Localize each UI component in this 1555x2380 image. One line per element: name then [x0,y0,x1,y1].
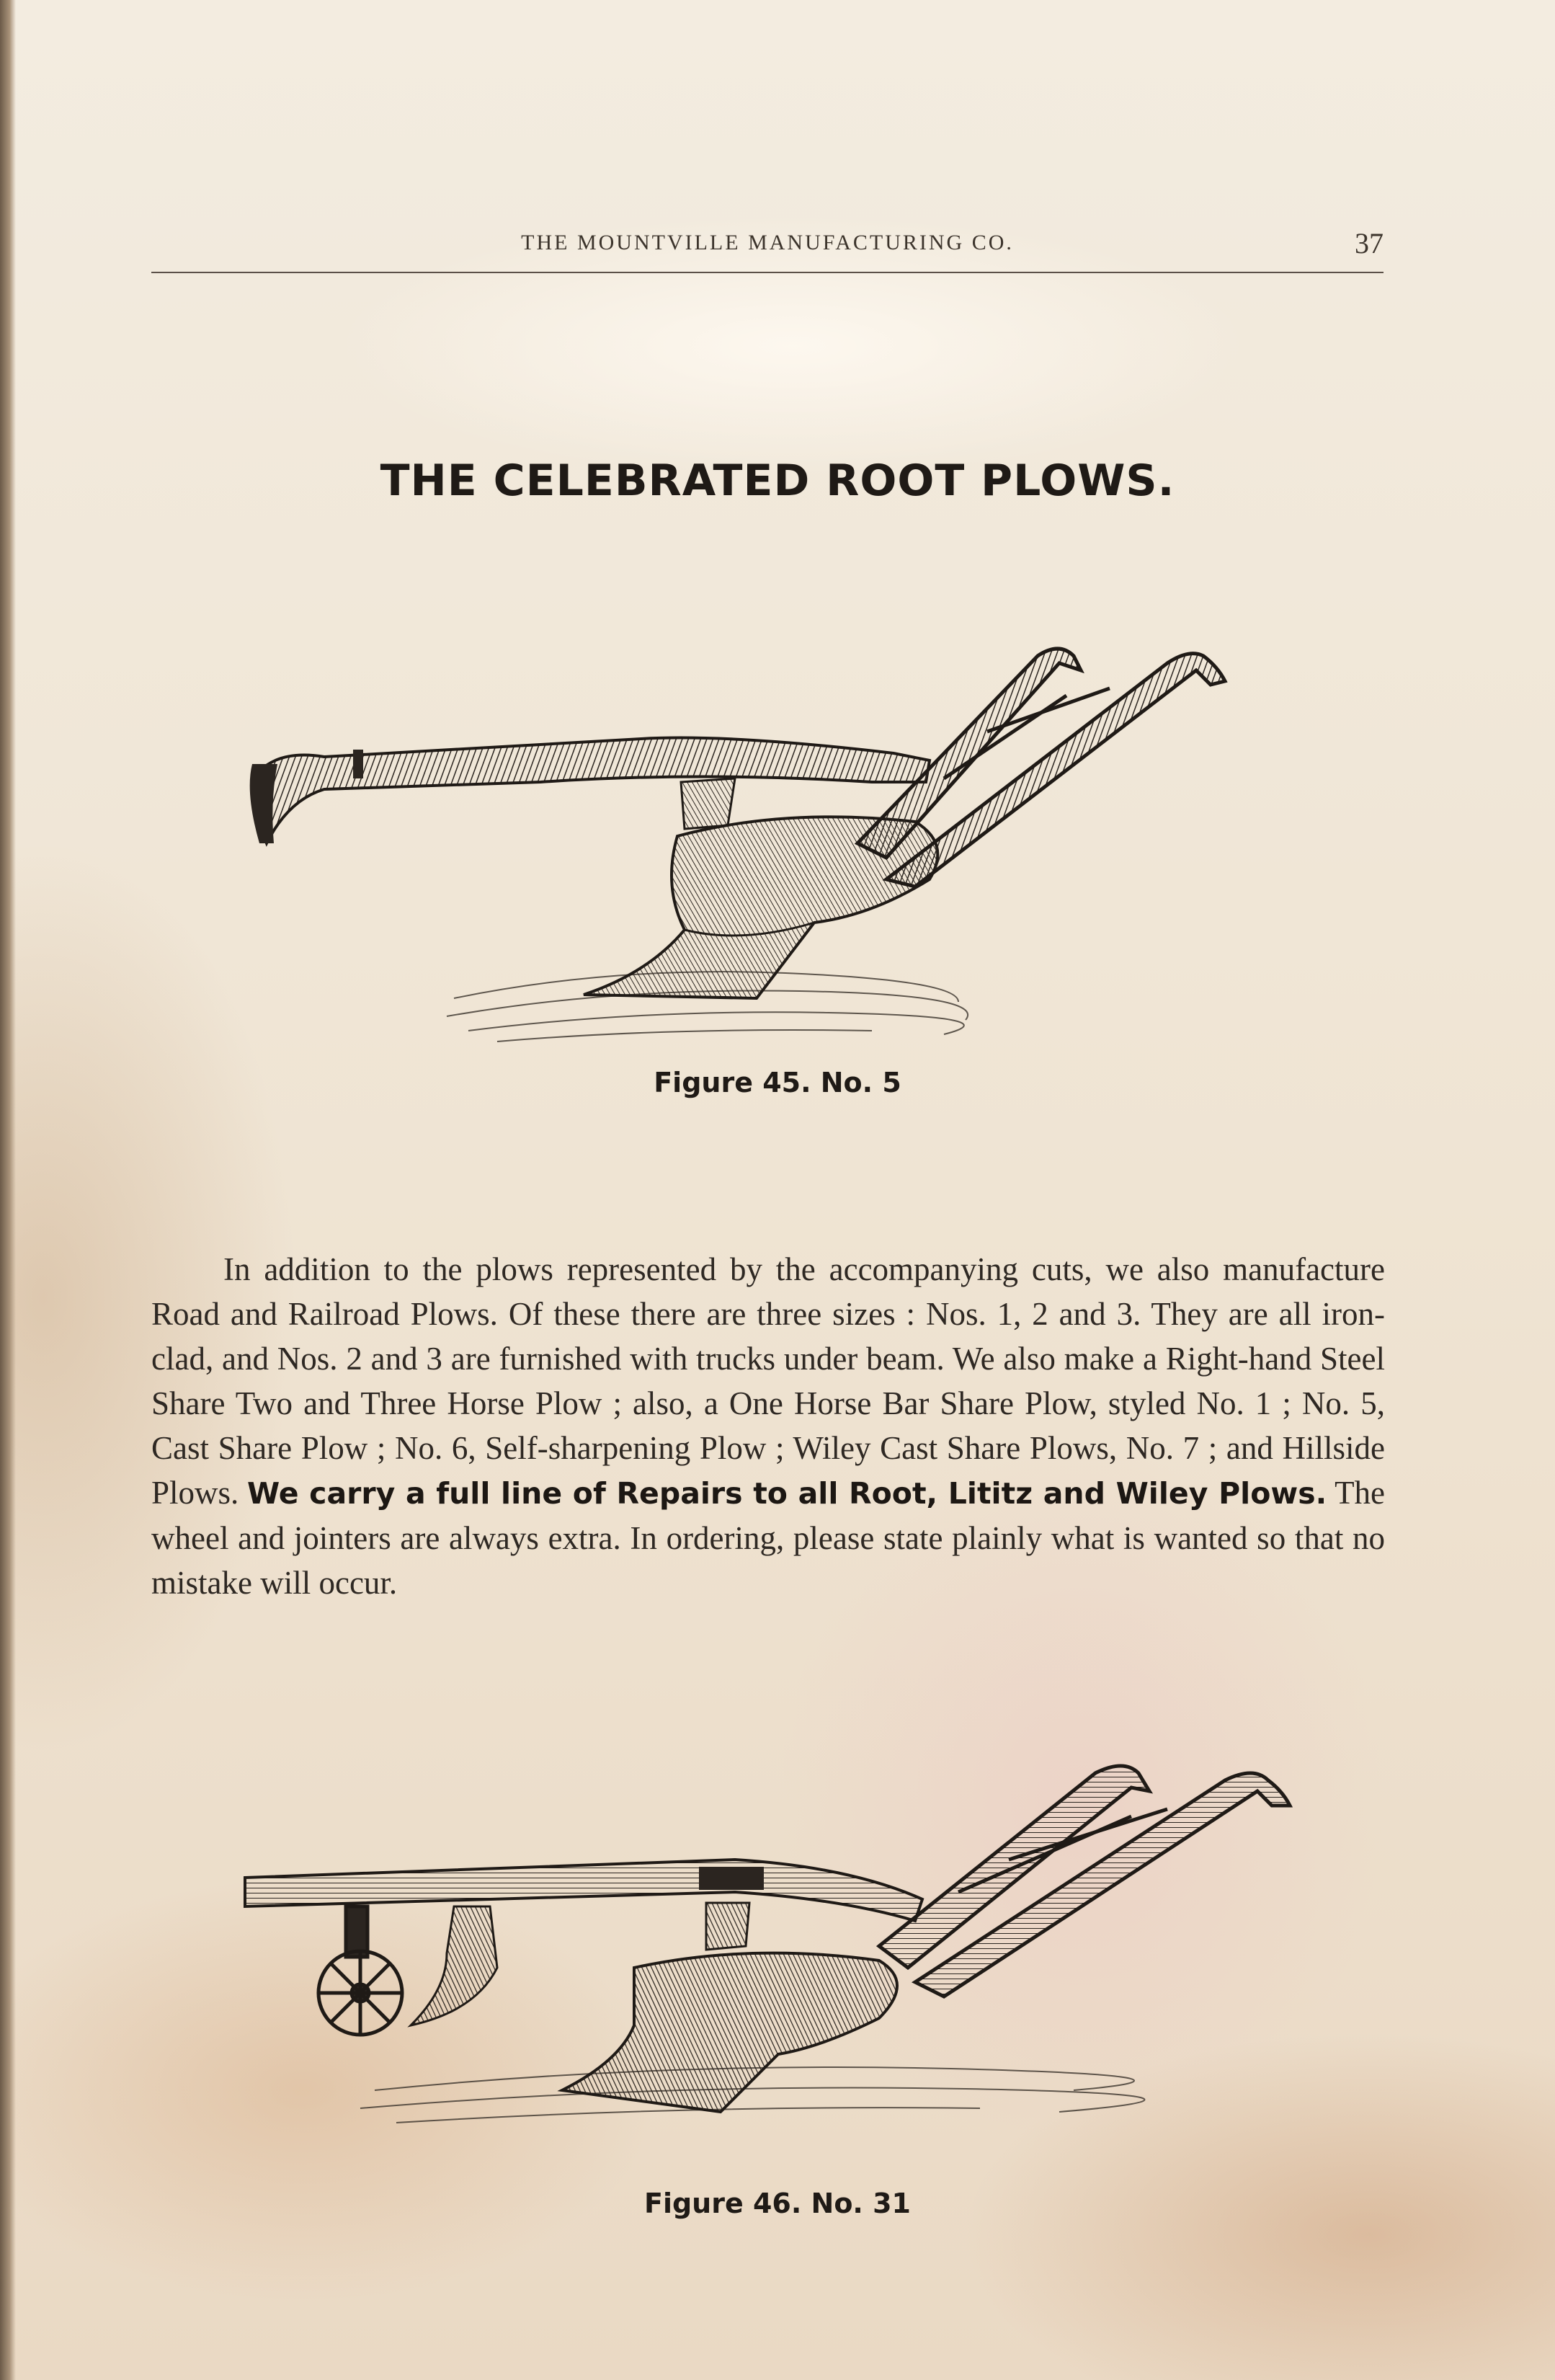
plow-illustration-no-31 [231,1751,1326,2170]
body-text-end: The wheel and jointers are always extra. In ordering, please state plainly what is wanted so that no mistake will occur. [151,1475,1386,1601]
plow-jointer [411,1906,497,2025]
plow-standard [681,778,735,829]
body-text-main: In addition to the plows represented by the accompanying cuts, we also manufacture Road and Railroad Plows. Of these there are three sizes : Nos. 1, 2 and 3. They are all iron-clad, and Nos. 2 and 3 are furnished with trucks under beam. We also make a Right-hand Steel Share Two and Three Horse Plow ; also, a One Horse Bar Share Plow, styled No. 1 ; No. 5, Cast Share Plow ; No. 6, Self-sharpening Plow ; Wiley Cast Share Plows, No. 7 ; and Hillside Plows. [151,1251,1385,1511]
header-company-name: THE MOUNTVILLE MANUFACTURING CO. [521,231,1014,254]
figure-45-caption: Figure 45. No. 5 [654,1067,901,1098]
header-rule [151,272,1384,273]
plow-handles [879,1766,1290,1997]
plow-standard [706,1903,749,1950]
page-number: 37 [1355,227,1384,259]
plow-illustration-no-5 [238,627,1297,1060]
page-binding-edge [0,0,16,2380]
page-title: THE CELEBRATED ROOT PLOWS. [380,456,1175,506]
gauge-wheel [318,1906,402,2035]
body-paragraph [151,1247,1385,1605]
figure-46-caption: Figure 46. No. 31 [644,2188,911,2219]
running-header [151,227,1384,274]
repairs-emphasis: We carry a full line of Repairs to all Root, Lititz and Wiley Plows. [246,1476,1327,1511]
